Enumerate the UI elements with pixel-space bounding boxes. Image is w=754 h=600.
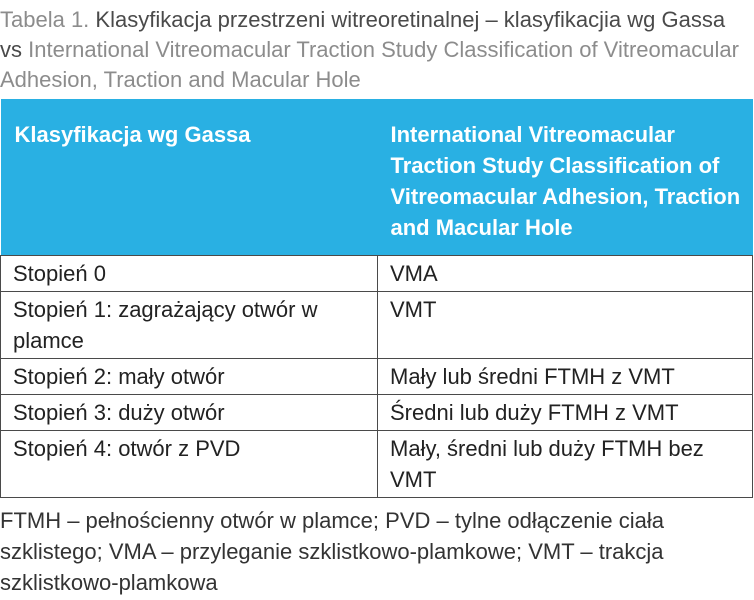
table-caption — [0, 5, 750, 95]
table-cell-ivts: VMT — [378, 292, 753, 359]
table-cell-gass: Stopień 4: otwór z PVD — [1, 431, 378, 498]
table-row — [1, 431, 753, 498]
table-cell-gass: Stopień 2: mały otwór — [1, 359, 378, 395]
header-gass-classification: Klasyfikacja wg Gassa — [1, 99, 378, 256]
table-header-row — [1, 99, 753, 256]
table-row — [1, 359, 753, 395]
table-row — [1, 292, 753, 359]
table-cell-ivts: VMA — [378, 256, 753, 292]
table-row — [1, 395, 753, 431]
table-cell-ivts: Mały lub średni FTMH z VMT — [378, 359, 753, 395]
table-row — [1, 256, 753, 292]
table-cell-gass: Stopień 3: duży otwór — [1, 395, 378, 431]
table-cell-gass: Stopień 1: zagrażający otwór w plamce — [1, 292, 378, 359]
classification-table — [0, 99, 753, 498]
table-cell-ivts: Średni lub duży FTMH z VMT — [378, 395, 753, 431]
caption-vs: vs — [0, 37, 29, 62]
caption-title: Klasyfikacja przestrzeni witreoretinalnej – klasyfikacjia wg Gassa — [95, 7, 726, 32]
header-ivts-classification: International Vitreomacular Traction Study Classification of Vitreomacular Adhesion, Traction and Macular Hole — [378, 99, 753, 256]
caption-suffix: International Vitreomacular Traction Study Classification of Vitreomacular Adhesion, Traction and Macular Hole — [0, 37, 739, 92]
caption-prefix: Tabela 1. — [0, 7, 96, 32]
table-cell-ivts: Mały, średni lub duży FTMH bez VMT — [378, 431, 753, 498]
table-cell-gass: Stopień 0 — [1, 256, 378, 292]
table-footnote: FTMH – pełnościenny otwór w plamce; PVD – tylne odłączenie ciała szklistego; VMA – przyleganie szklistkowo-plamkowe; VMT – trakcja szklistkowo-plamkowa — [0, 508, 664, 595]
